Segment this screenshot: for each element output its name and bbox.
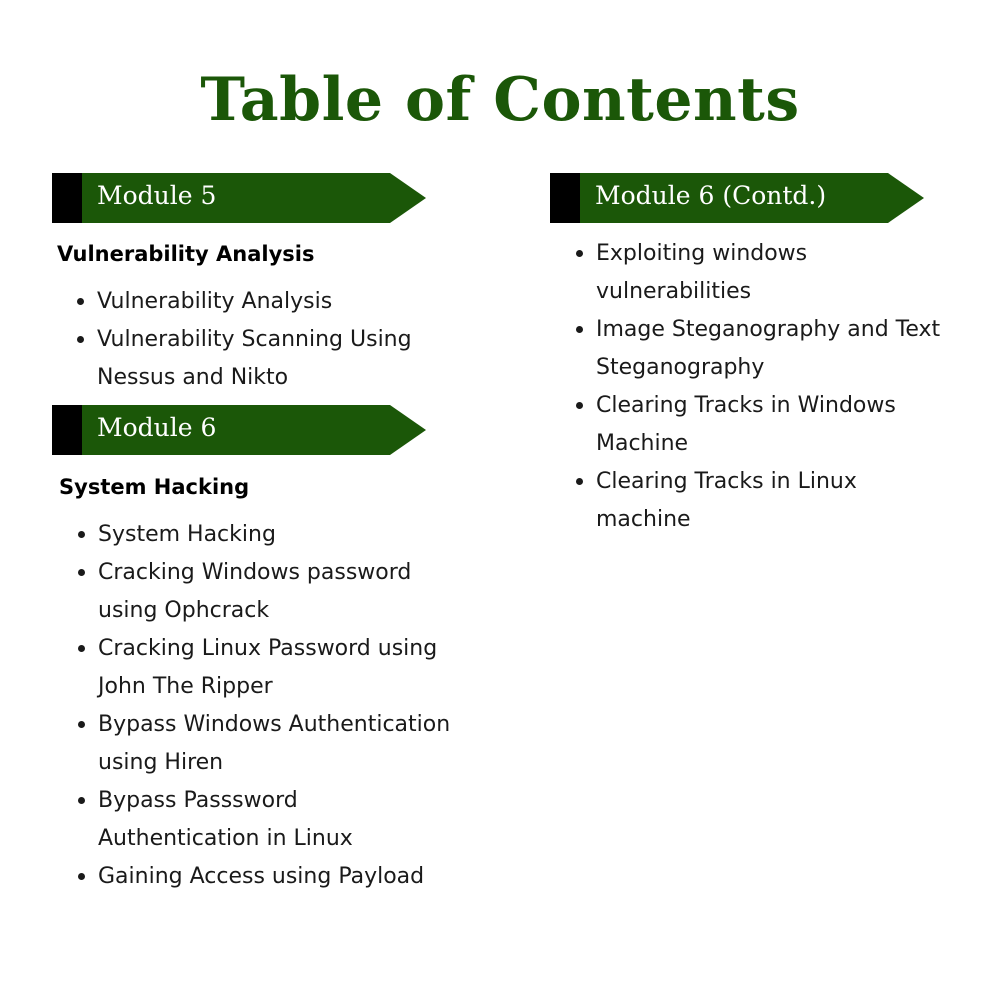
module-banner-6 <box>52 405 426 455</box>
section-heading-vulnerability-analysis: Vulnerability Analysis <box>57 242 315 266</box>
module-banner-5 <box>52 173 426 223</box>
list-item: Vulnerability Analysis <box>97 283 437 321</box>
left-column <box>52 173 472 896</box>
module-banner-6-contd <box>550 173 924 223</box>
list-item: Bypass Passsword Authentication in Linux <box>98 782 460 858</box>
module-banner-label: Module 6 <box>97 413 217 442</box>
module-banner-label: Module 6 (Contd.) <box>595 181 827 210</box>
list-item: Cracking Linux Password using John The Ripper <box>98 630 460 706</box>
list-item: Cracking Windows password using Ophcrack <box>98 554 460 630</box>
topic-list-module-6 <box>98 516 460 896</box>
right-column <box>550 173 970 539</box>
list-item: System Hacking <box>98 516 460 554</box>
list-item: Clearing Tracks in Linux machine <box>596 463 950 539</box>
topic-list-module-6-contd <box>596 235 950 539</box>
list-item: Clearing Tracks in Windows Machine <box>596 387 950 463</box>
topic-list-module-5 <box>97 283 437 397</box>
list-item: Bypass Windows Authentication using Hiren <box>98 706 460 782</box>
section-heading-system-hacking: System Hacking <box>59 475 250 499</box>
page-title: Table of Contents <box>200 65 800 135</box>
list-item: Exploiting windows vulnerabilities <box>596 235 950 311</box>
list-item: Vulnerability Scanning Using Nessus and Nikto <box>97 321 437 397</box>
list-item: Image Steganography and Text Steganography <box>596 311 950 387</box>
module-banner-label: Module 5 <box>97 181 217 210</box>
list-item: Gaining Access using Payload <box>98 858 460 896</box>
